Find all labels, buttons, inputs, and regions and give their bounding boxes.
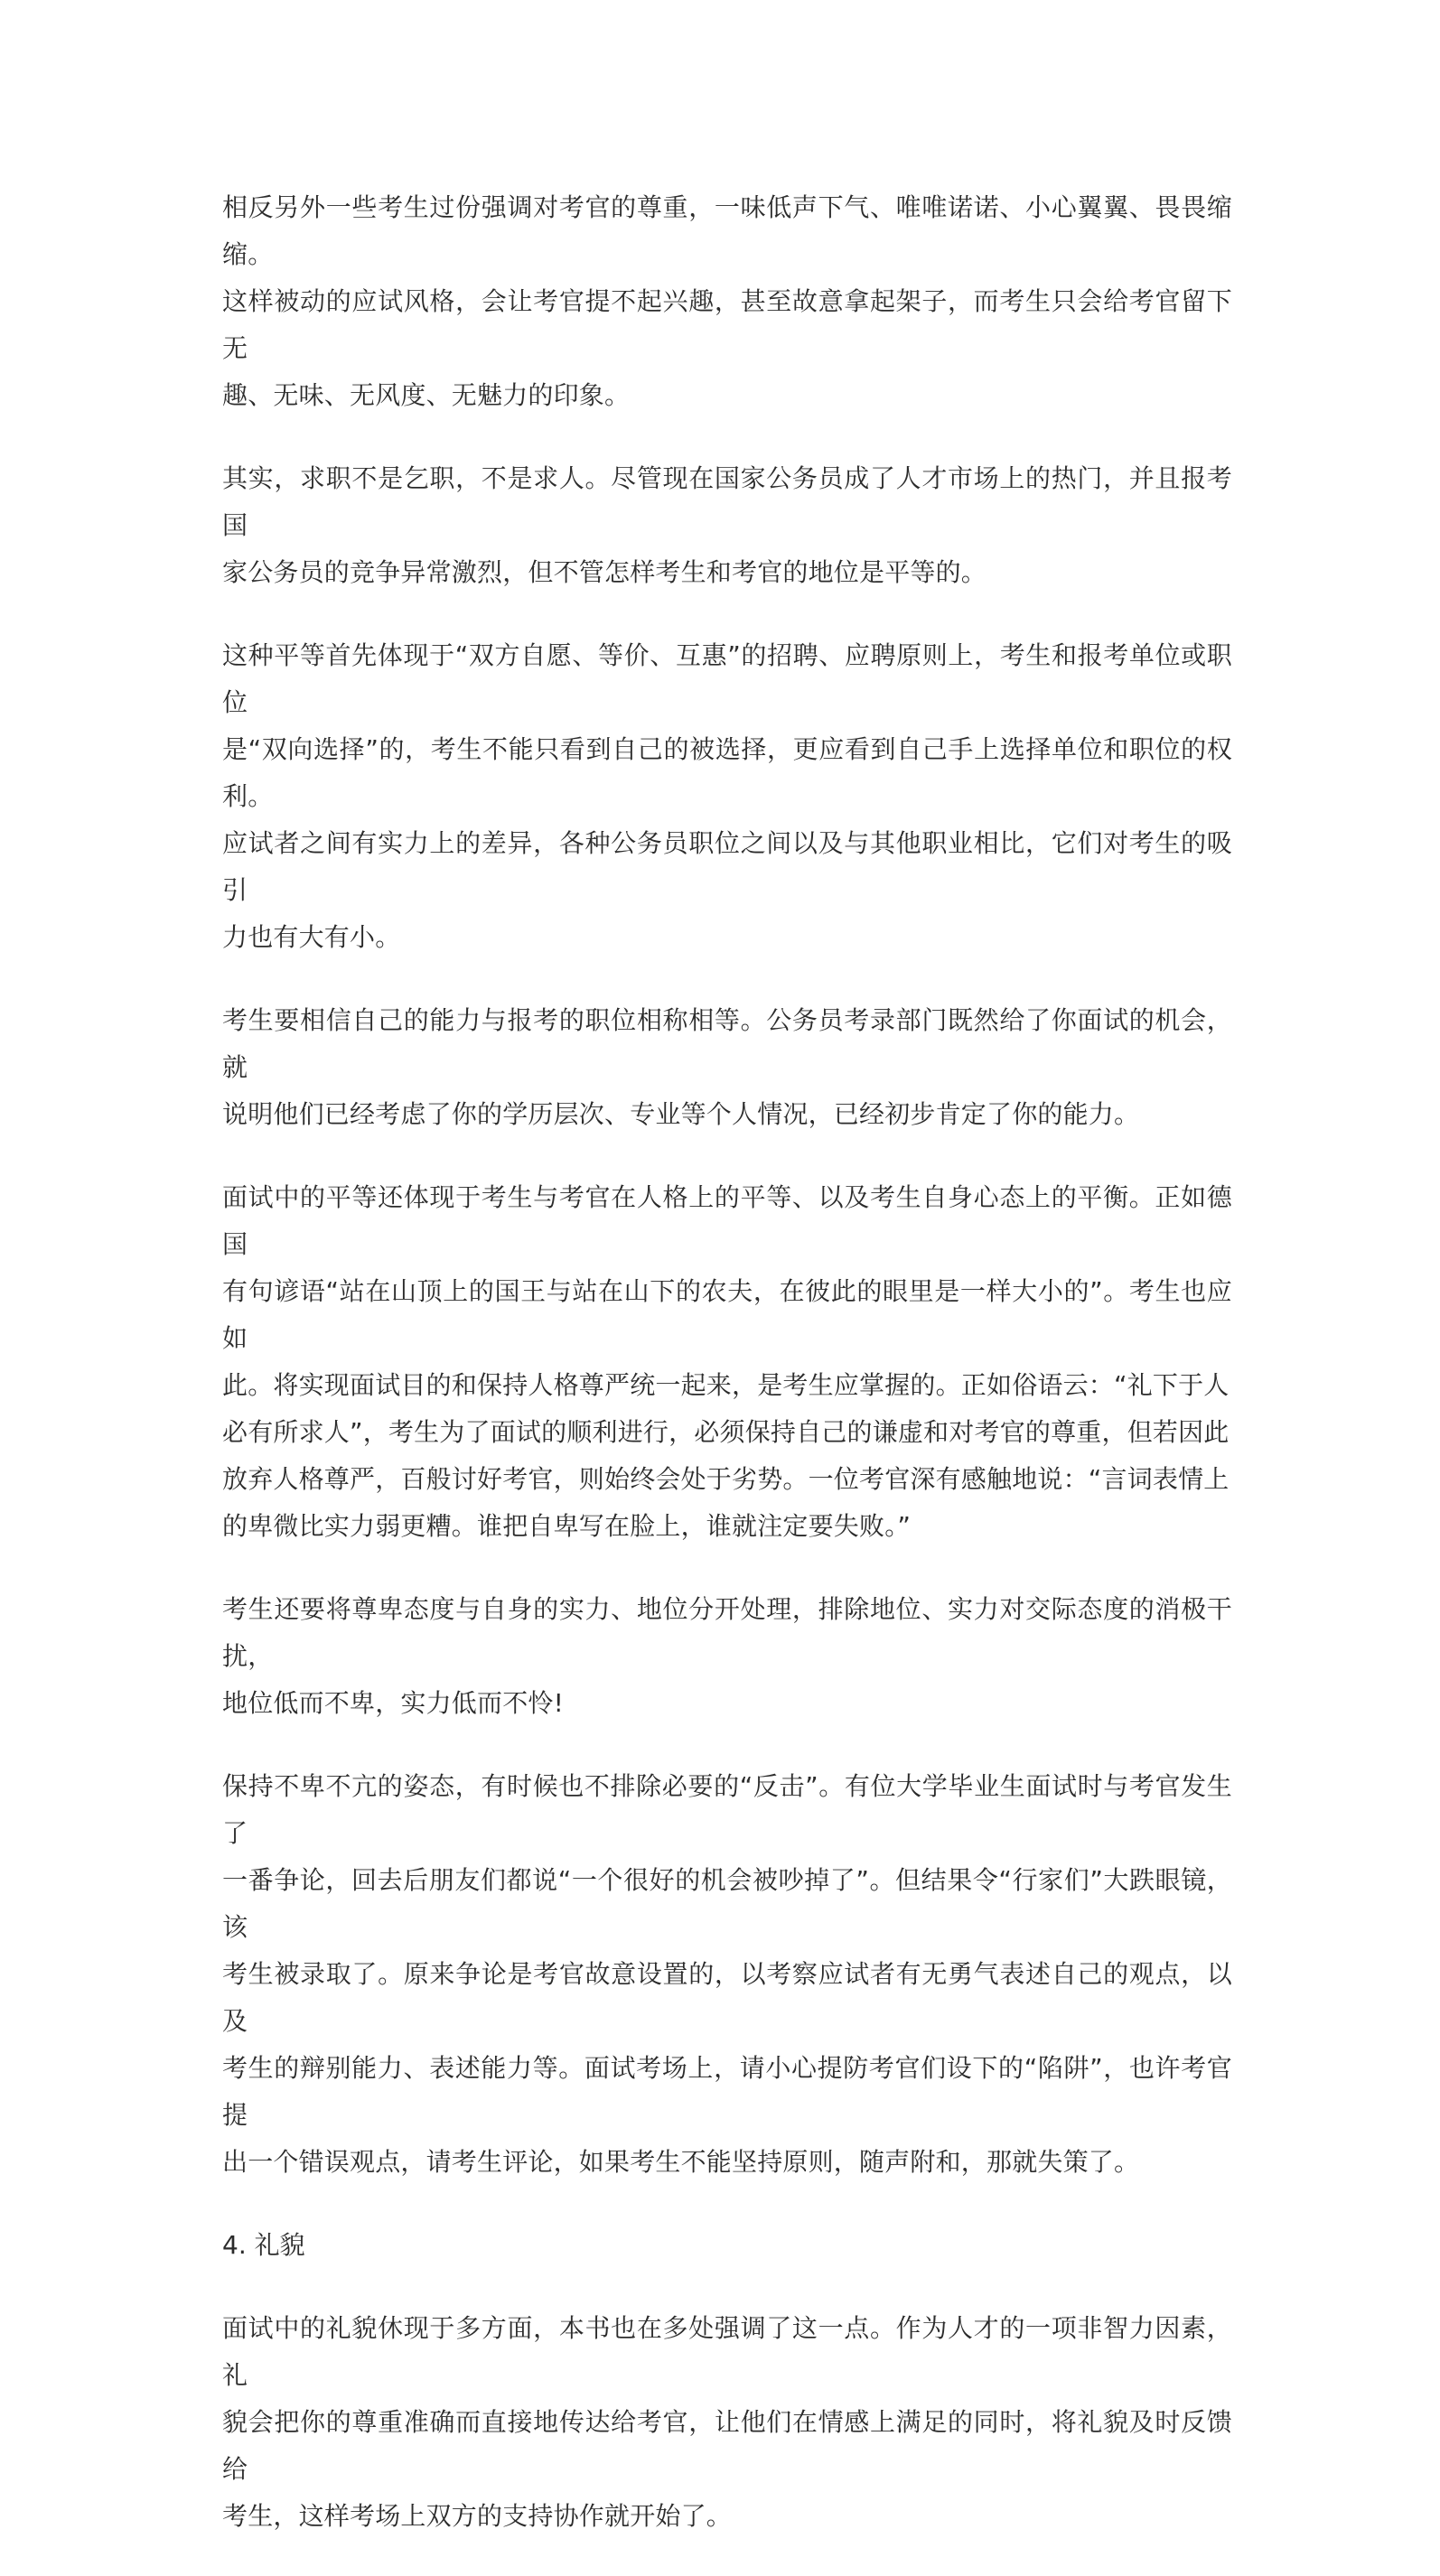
paragraph-courtesy: 面试中的礼貌休现于多方面，本书也在多处强调了这一点。作为人才的一项非智力因素，礼 貌会把你的尊重准确而直接地传达给考官，让他们在情感上满足的同时，将礼貌及时反馈给 考生，这样考场上双方的支持协作就开始了。 — [222, 2313, 1232, 2531]
paragraph-personal-dignity: 面试中的平等还体现于考生与考官在人格上的平等、以及考生自身心态上的平衡。正如德国 有句谚语“站在山顶上的国王与站在山下的农夫，在彼此的眼里是一样大小的”。考生也应如 此。将实现面试目的和保持人格尊严统一起来，是考生应掌握的。正如俗语云：“礼下于人 必有所求人”，考生为了面试的顺利进行，必须保持自己的谦虚和对考官的尊重，但若因此 放弃人格尊严，百般讨好考官，则始终会处于劣势。一位考官深有感触地说：“言词表情上 的卑微比实力弱更糟。谁把自卑写在脸上，谁就注定要失败。” — [222, 1182, 1232, 1541]
paragraph-equality-principle: 这种平等首先体现于“双方自愿、等价、互惠”的招聘、应聘原则上，考生和报考单位或职位 是“双向选择”的，考生不能只看到自己的被选择，更应看到自己手上选择单位和职位的权利。 应试者之间有实力上的差异，各种公务员职位之间以及与其他职业相比，它们对考生的吸引 力也有大有小。 — [222, 640, 1232, 952]
paragraph-self-confidence: 考生要相信自己的能力与报考的职位相称相等。公务员考录部门既然给了你面试的机会，就 说明他们已经考虑了你的学历层次、专业等个人情况，已经初步肯定了你的能力。 — [222, 1005, 1232, 1129]
section-heading-courtesy: 4. 礼貌 — [222, 2230, 305, 2260]
paragraph-counterattack: 保持不卑不亢的姿态，有时候也不排除必要的“反击”。有位大学毕业生面试时与考官发生了 一番争论，回去后朋友们都说“一个很好的机会被吵掉了”。但结果令“行家们”大跌眼镜，该 考生被录取了。原来争论是考官故意设置的，以考察应试者有无勇气表述自己的观点，以及 考生的辩别能力、表述能力等。面试考场上，请小心提防考官们设下的“陷阱”，也许考官提 出一个错误观点，请考生评论，如果考生不能坚持原则，随声附和，那就失策了。 — [222, 1771, 1232, 2177]
paragraph-unequal-respect: 相反另外一些考生过份强调对考官的尊重，一味低声下气、唯唯诺诺、小心翼翼、畏畏缩缩。 这样被动的应试风格，会让考官提不起兴趣，甚至故意拿起架子，而考生只会给考官留下无 趣、无味、无风度、无魅力的印象。 — [222, 192, 1232, 410]
document-body — [222, 184, 1232, 2576]
paragraph-job-seeking: 其实，求职不是乞职，不是求人。尽管现在国家公务员成了人才市场上的热门，并且报考国 家公务员的竞争异常激烈，但不管怎样考生和考官的地位是平等的。 — [222, 463, 1232, 587]
paragraph-attitude: 考生还要将尊卑态度与自身的实力、地位分开处理，排除地位、实力对交际态度的消极干扰， 地位低而不卑，实力低而不怜! — [222, 1594, 1232, 1718]
